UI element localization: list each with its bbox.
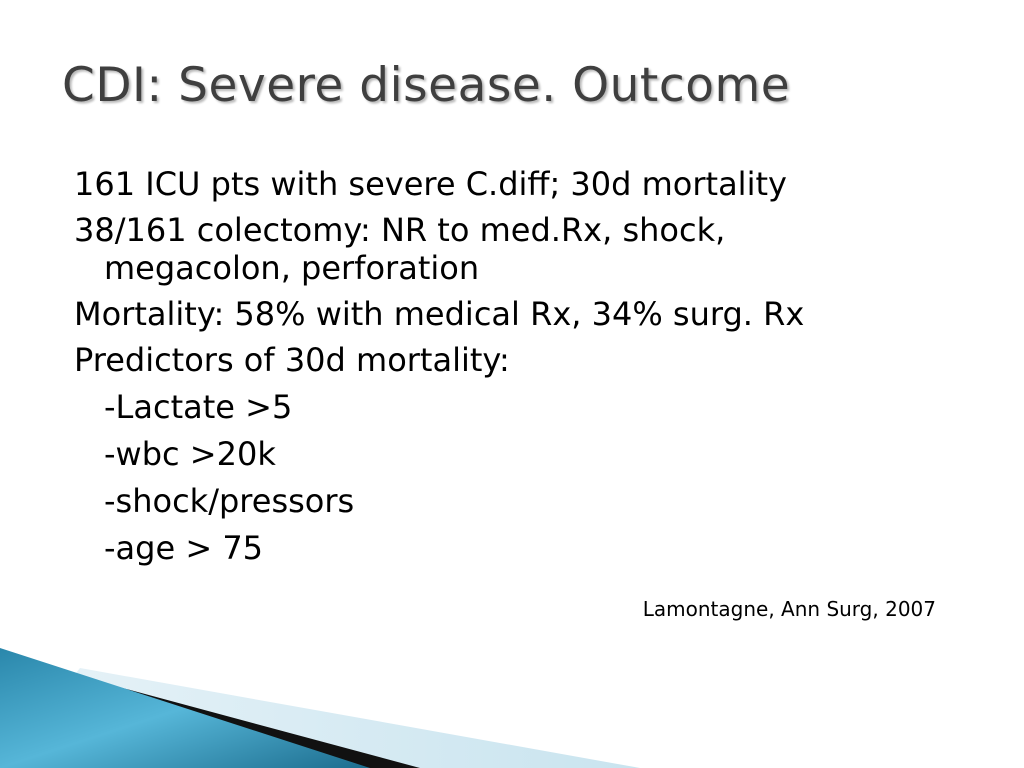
slide-title: CDI: Severe disease. Outcome <box>62 58 791 113</box>
bullet-line: Predictors of 30d mortality: <box>74 341 510 379</box>
bullet-line: 38/161 colectomy: NR to med.Rx, shock, <box>74 211 726 249</box>
bullet-line: Mortality: 58% with medical Rx, 34% surg. Rx <box>74 295 805 333</box>
sub-item: -Lactate >5 <box>104 388 293 426</box>
sub-item: -shock/pressors <box>104 482 355 520</box>
citation: Lamontagne, Ann Surg, 2007 <box>642 597 936 621</box>
slide-body <box>74 165 974 567</box>
blue-wedge <box>0 648 370 768</box>
sub-item: -age > 75 <box>104 529 264 567</box>
sub-item: -wbc >20k <box>104 435 276 473</box>
bullet-line: 161 ICU pts with severe C.diff; 30d mortality <box>74 165 787 203</box>
bullet-line-continued: megacolon, perforation <box>104 249 480 287</box>
